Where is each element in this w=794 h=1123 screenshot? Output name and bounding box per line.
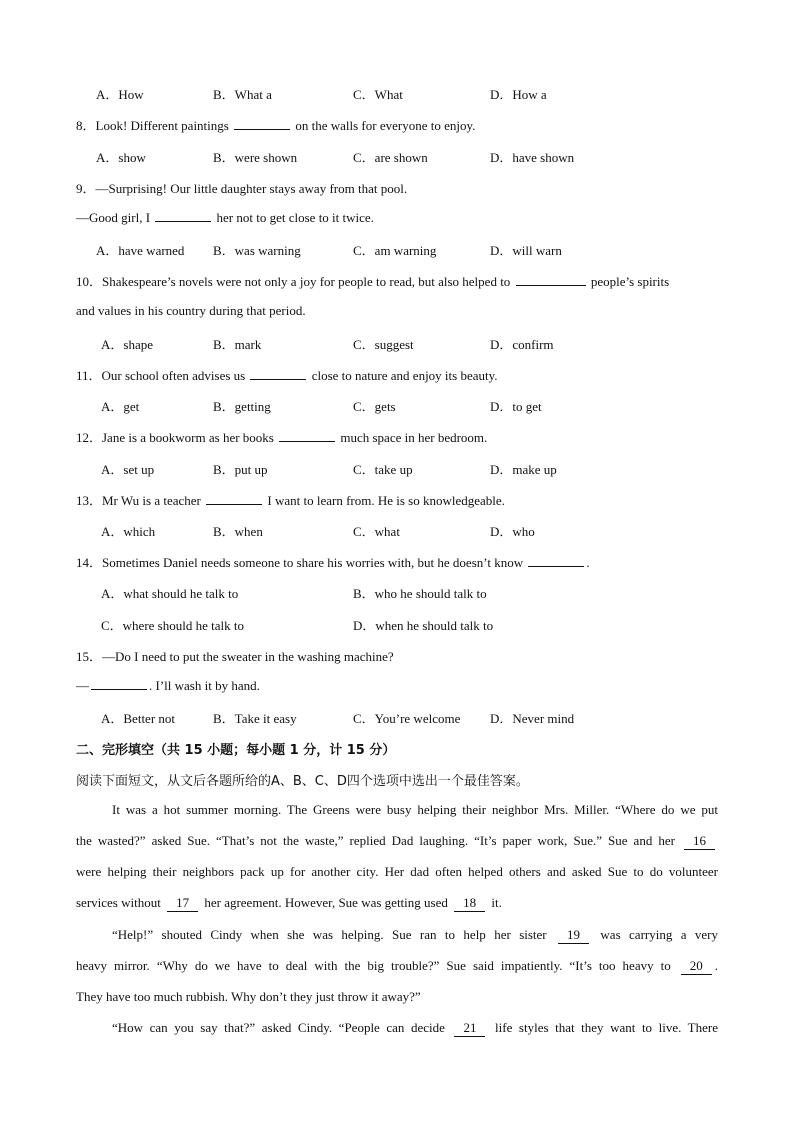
passage-text: life styles that they want to live. There xyxy=(495,1020,718,1035)
passage-text: “Help!” shouted Cindy when she was helping. Sue ran to help her sister xyxy=(112,927,547,942)
question-13 xyxy=(76,490,726,509)
passage-text: services without xyxy=(76,895,161,910)
q15-option-b: B．Take it easy xyxy=(213,711,297,726)
question-10 xyxy=(76,271,726,290)
passage-text: the wasted?” asked Sue. “That’s not the waste,” replied Dad laughing. “It’s paper work, Sue.” Sue and her xyxy=(76,833,675,848)
question-10-cont: and values in his country during that period. xyxy=(76,303,306,318)
q9-option-d: D．will warn xyxy=(490,243,562,258)
passage-line xyxy=(112,1020,718,1037)
passage-line xyxy=(112,927,718,944)
cloze-blank-18: 18 xyxy=(454,895,485,912)
cloze-blank-21: 21 xyxy=(454,1020,485,1037)
passage-text: it. xyxy=(491,895,502,910)
q13-option-a: A．which xyxy=(101,524,156,539)
q13-option-c: C．what xyxy=(353,524,400,539)
question-text: her not to get close to it twice. xyxy=(216,210,374,225)
question-text: 8．Look! Different paintings xyxy=(76,118,229,133)
q14-option-d: D．when he should talk to xyxy=(353,618,494,633)
q12-option-d: D．make up xyxy=(490,462,557,477)
q7-option-b: B．What a xyxy=(213,87,272,102)
cloze-blank-20: 20 xyxy=(681,958,712,975)
q15-option-d: D．Never mind xyxy=(490,711,575,726)
question-text: 12．Jane is a bookworm as her books xyxy=(76,430,274,445)
q11-option-a: A．get xyxy=(101,399,140,414)
question-text: — xyxy=(76,678,89,693)
question-15: 15．—Do I need to put the sweater in the washing machine? xyxy=(76,649,394,664)
q12-option-a: A．set up xyxy=(101,462,155,477)
q9-option-c: C．am warning xyxy=(353,243,437,258)
cloze-blank-17: 17 xyxy=(167,895,198,912)
answer-blank xyxy=(91,677,147,690)
q12-option-c: C．take up xyxy=(353,462,413,477)
question-text: much space in her bedroom. xyxy=(340,430,488,445)
q8-option-b: B．were shown xyxy=(213,150,298,165)
q14-option-c: C．where should he talk to xyxy=(101,618,244,633)
passage-text: “How can you say that?” asked Cindy. “People can decide xyxy=(112,1020,445,1035)
passage-line xyxy=(76,895,718,912)
q7-option-d: D．How a xyxy=(490,87,547,102)
q14-option-b: B．who he should talk to xyxy=(353,586,487,601)
q10-option-c: C．suggest xyxy=(353,337,414,352)
passage-text: . xyxy=(714,958,718,973)
question-text: 14．Sometimes Daniel needs someone to share his worries with, but he doesn’t know xyxy=(76,555,524,570)
question-text: . xyxy=(586,555,590,570)
q13-option-d: D．who xyxy=(490,524,535,539)
q15-option-a: A．Better not xyxy=(101,711,176,726)
passage-text: heavy mirror. “Why do we have to deal with the big trouble?” Sue said impatiently. “It’s too heavy to xyxy=(76,958,671,973)
answer-blank xyxy=(206,492,262,505)
question-text: 13．Mr Wu is a teacher xyxy=(76,493,201,508)
question-text: 10．Shakespeare’s novels were not only a joy for people to read, but also helped to xyxy=(76,274,511,289)
passage-line: It was a hot summer morning. The Greens were busy helping their neighbor Mrs. Miller. “Where do we put xyxy=(112,802,718,817)
q11-option-b: B．getting xyxy=(213,399,271,414)
question-text: . I’ll wash it by hand. xyxy=(149,678,260,693)
question-9: 9．—Surprising! Our little daughter stays away from that pool. xyxy=(76,181,408,196)
section-instruction: 阅读下面短文，从文后各题所给的A、B、C、D四个选项中选出一个最佳答案。 xyxy=(76,774,529,789)
passage-line: They have too much rubbish. Why don’t they just throw it away?” xyxy=(76,989,421,1004)
section-heading: 二、完形填空（共 15 小题；每小题 1 分，计 15 分） xyxy=(76,743,396,758)
q11-option-c: C．gets xyxy=(353,399,396,414)
q9-option-a: A．have warned xyxy=(96,243,185,258)
q8-option-d: D．have shown xyxy=(490,150,575,165)
question-text: on the walls for everyone to enjoy. xyxy=(295,118,476,133)
passage-line xyxy=(76,958,718,975)
question-text: —Good girl, I xyxy=(76,210,151,225)
q10-option-d: D．confirm xyxy=(490,337,554,352)
q13-option-b: B．when xyxy=(213,524,263,539)
passage-line xyxy=(76,833,718,850)
question-text: close to nature and enjoy its beauty. xyxy=(311,368,498,383)
question-15-reply xyxy=(76,677,726,694)
q10-option-a: A．shape xyxy=(101,337,153,352)
q10-option-b: B．mark xyxy=(213,337,262,352)
q9-option-b: B．was warning xyxy=(213,243,301,258)
q7-option-a: A．How xyxy=(96,87,144,102)
cloze-blank-16: 16 xyxy=(684,833,715,850)
answer-blank xyxy=(516,273,586,286)
question-text: people’s spirits xyxy=(590,274,670,289)
passage-text: was carrying a very xyxy=(600,927,718,942)
question-14 xyxy=(76,552,726,571)
q7-option-c: C．What xyxy=(353,87,403,102)
passage-line: were helping their neighbors pack up for another city. Her dad often helped others and asked Sue to do volunteer xyxy=(76,864,718,879)
answer-blank xyxy=(234,117,290,130)
q15-option-c: C．You’re welcome xyxy=(353,711,461,726)
question-8 xyxy=(76,115,726,134)
question-11 xyxy=(76,365,726,384)
question-9-reply xyxy=(76,209,726,226)
q14-option-a: A．what should he talk to xyxy=(101,586,239,601)
cloze-blank-19: 19 xyxy=(558,927,589,944)
q8-option-a: A．show xyxy=(96,150,146,165)
answer-blank xyxy=(250,367,306,380)
answer-blank xyxy=(528,554,584,567)
question-text: I want to learn from. He is so knowledgeable. xyxy=(267,493,505,508)
q8-option-c: C．are shown xyxy=(353,150,428,165)
question-12 xyxy=(76,427,726,446)
answer-blank xyxy=(155,209,211,222)
q12-option-b: B．put up xyxy=(213,462,268,477)
passage-text: her agreement. However, Sue was getting used xyxy=(204,895,448,910)
answer-blank xyxy=(279,429,335,442)
question-text: 11．Our school often advises us xyxy=(76,368,246,383)
q11-option-d: D．to get xyxy=(490,399,542,414)
